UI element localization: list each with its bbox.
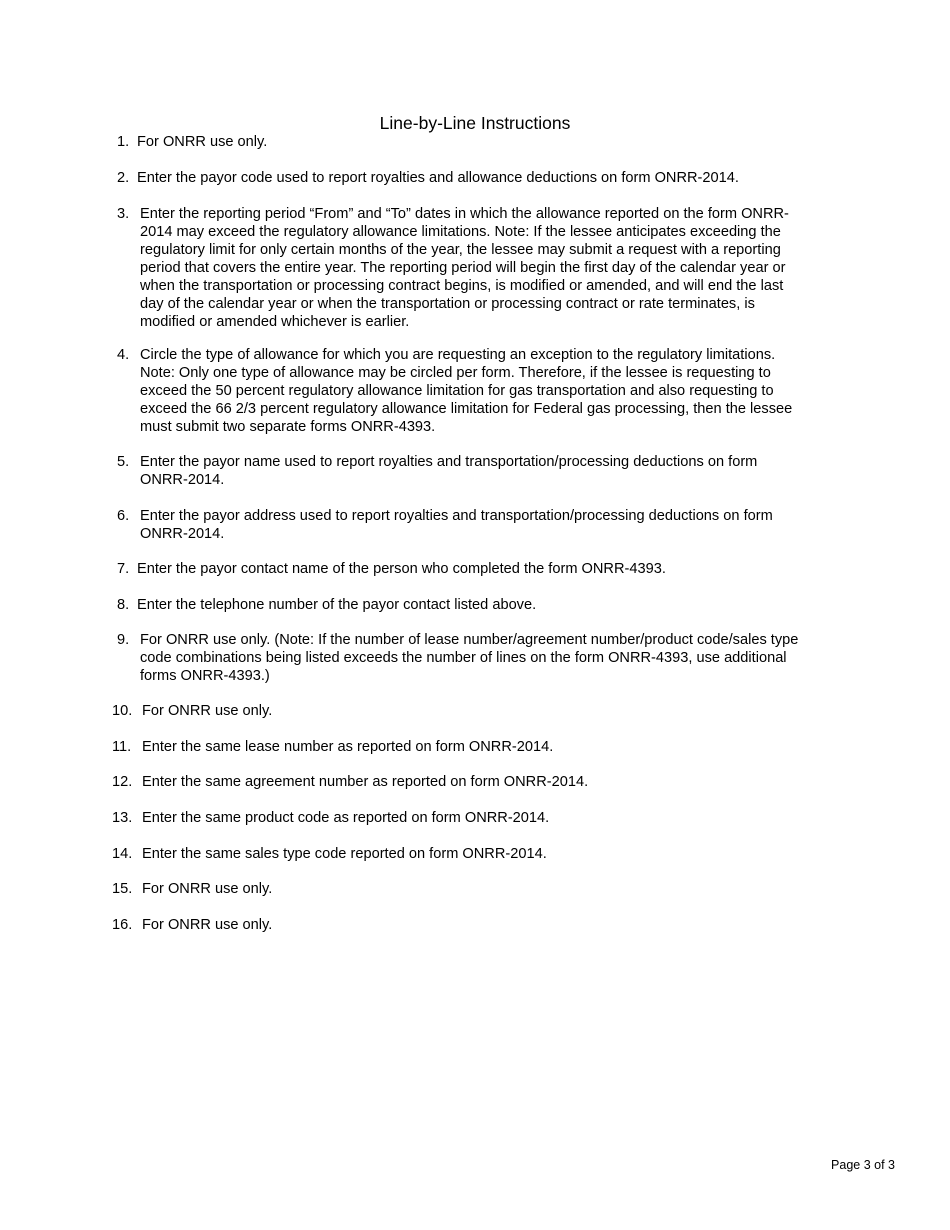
item-text-line: For ONRR use only. [142, 881, 273, 897]
instruction-item-2 [117, 169, 739, 187]
item-number: 6. [117, 508, 130, 524]
instruction-item-16 [112, 916, 272, 934]
item-text-line: 2014 may exceed the regulatory allowance limitations. Note: If the lessee anticipates exceeding the [140, 224, 781, 240]
item-text-line: Enter the telephone number of the payor contact listed above. [137, 597, 537, 613]
item-text-line: Enter the reporting period “From” and “To” dates in which the allowance reported on the form ONRR- [140, 206, 789, 222]
instruction-item-5 [117, 453, 757, 489]
item-number: 11. [112, 739, 132, 755]
item-number: 10. [112, 703, 133, 719]
page-title: Line-by-Line Instructions [379, 113, 571, 133]
page-number: Page 3 of 3 [831, 1158, 895, 1172]
item-text-line: Circle the type of allowance for which you are requesting an exception to the regulatory limitations. [140, 347, 776, 363]
item-text-line: period that covers the entire year. The reporting period will begin the first day of the calendar year or [140, 260, 786, 276]
item-text-line: exceed the 50 percent regulatory allowance limitation for gas transportation and also requesting to [140, 383, 774, 399]
item-text-line: forms ONRR-4393.) [140, 668, 270, 684]
item-text-line: For ONRR use only. [142, 917, 273, 933]
item-number: 15. [112, 881, 133, 897]
item-number: 2. [117, 170, 130, 186]
item-text-line: Note: Only one type of allowance may be circled per form. Therefore, if the lessee is requesting to [140, 365, 771, 381]
item-number: 12. [112, 774, 133, 790]
item-number: 4. [117, 347, 130, 363]
item-number: 13. [112, 810, 133, 826]
item-text-line: ONRR-2014. [140, 526, 225, 542]
item-number: 3. [117, 206, 130, 222]
instruction-item-7 [117, 560, 666, 578]
item-number: 7. [117, 561, 130, 577]
item-text-line: Enter the payor address used to report royalties and transportation/processing deductions on form [140, 508, 773, 524]
instruction-item-15 [112, 880, 272, 898]
item-text-line: For ONRR use only. [137, 134, 268, 150]
item-text-line: must submit two separate forms ONRR-4393. [140, 419, 436, 435]
instruction-item-10 [112, 702, 272, 720]
item-text-line: regulatory limit for only certain months of the year, the lessee may submit a request with a reporting [140, 242, 781, 258]
item-text-line: day of the calendar year or when the transportation or processing contract or rate terminates, is [140, 296, 755, 312]
item-number: 9. [117, 632, 130, 648]
item-text-line: exceed the 66 2/3 percent regulatory allowance limitation for Federal gas processing, then the lessee [140, 401, 793, 417]
item-number: 16. [112, 917, 133, 933]
item-text-line: Enter the payor code used to report royalties and allowance deductions on form ONRR-2014. [137, 170, 739, 186]
item-text-line: For ONRR use only. (Note: If the number of lease number/agreement number/product code/sales type [140, 632, 799, 648]
item-number: 5. [117, 454, 130, 470]
item-text-line: Enter the same agreement number as reported on form ONRR-2014. [142, 774, 589, 790]
item-text-line: ONRR-2014. [140, 472, 225, 488]
instruction-item-9 [117, 631, 798, 685]
item-text-line: Enter the same product code as reported on form ONRR-2014. [142, 810, 550, 826]
item-text-line: modified or amended whichever is earlier. [140, 314, 410, 330]
instruction-item-4 [117, 346, 792, 436]
instruction-item-11 [112, 738, 553, 756]
item-text-line: For ONRR use only. [142, 703, 273, 719]
item-text-line: Enter the same sales type code reported on form ONRR-2014. [142, 846, 547, 862]
item-number: 14. [112, 846, 133, 862]
item-text-line: Enter the payor contact name of the person who completed the form ONRR-4393. [137, 561, 666, 577]
item-text-line: when the transportation or processing contract begins, is modified or amended, and will end the last [140, 278, 784, 294]
instruction-item-14 [112, 845, 547, 863]
instruction-item-1 [117, 133, 267, 151]
instruction-item-6 [117, 507, 773, 543]
item-number: 8. [117, 597, 130, 613]
instruction-item-12 [112, 773, 588, 791]
item-text-line: Enter the same lease number as reported on form ONRR-2014. [142, 739, 554, 755]
instruction-item-13 [112, 809, 549, 827]
item-text-line: code combinations being listed exceeds the number of lines on the form ONRR-4393, use additional [140, 650, 787, 666]
item-number: 1. [117, 134, 130, 150]
instruction-item-8 [117, 596, 536, 614]
item-text-line: Enter the payor name used to report royalties and transportation/processing deductions on form [140, 454, 758, 470]
instruction-item-3 [117, 205, 789, 331]
